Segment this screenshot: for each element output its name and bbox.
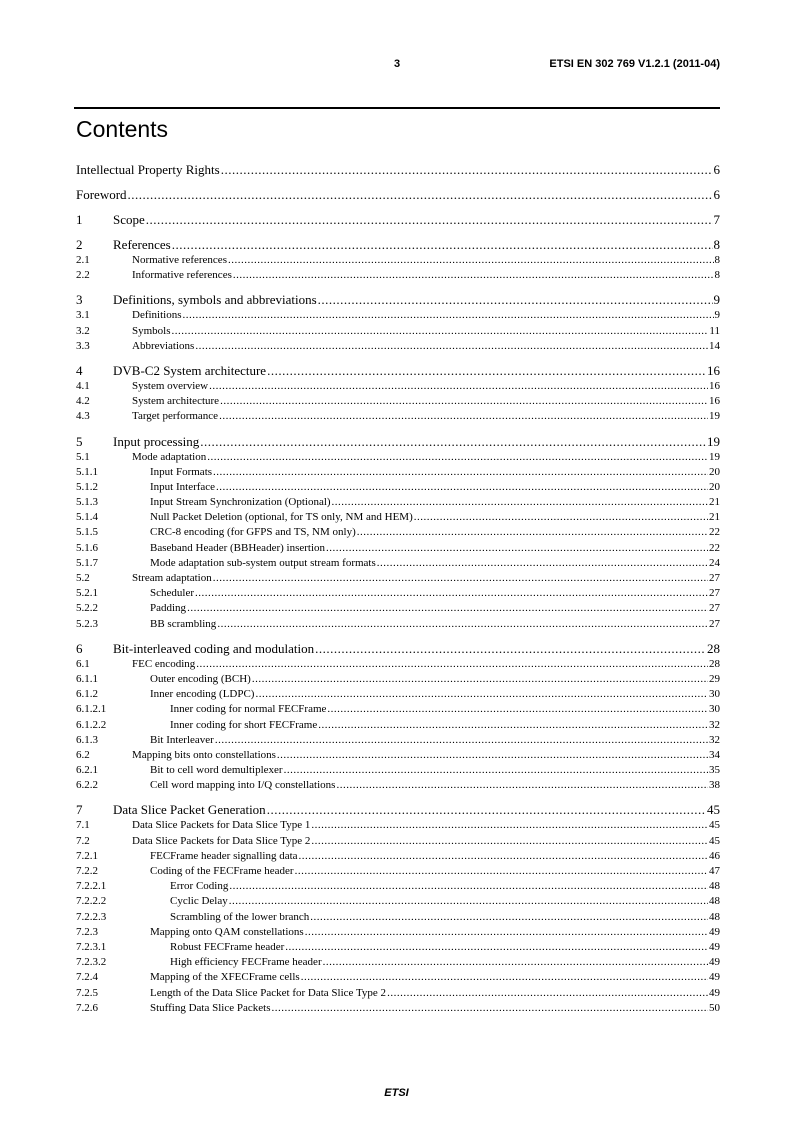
toc-entry-number: 4.1 xyxy=(76,379,90,392)
toc-entry[interactable] xyxy=(76,409,720,424)
toc-entry-number: 5 xyxy=(76,433,83,449)
toc-entry-number: 4 xyxy=(76,362,83,378)
toc-entry[interactable] xyxy=(76,733,720,748)
toc-entry[interactable] xyxy=(76,955,720,970)
toc-entry-label: Target performance xyxy=(132,410,219,423)
toc-entry-label: Input Formats xyxy=(150,465,213,478)
toc-entry-page: 45 xyxy=(707,802,720,818)
toc-entry-number: 6.1.2.1 xyxy=(76,703,107,716)
toc-entry-page: 45 xyxy=(709,819,720,832)
toc-entry-number: 7.2.2 xyxy=(76,865,98,877)
toc-entry-page: 19 xyxy=(709,410,720,423)
toc-entry-label: BB scrambling xyxy=(150,617,217,630)
toc-entry-page: 32 xyxy=(709,733,720,746)
toc-dot-leader xyxy=(209,379,708,394)
toc-dot-leader xyxy=(196,657,708,672)
toc-dot-leader xyxy=(332,495,708,510)
toc-entry-number: 6.1 xyxy=(76,657,90,670)
toc-entry-page: 27 xyxy=(709,617,720,630)
toc-entry[interactable] xyxy=(76,702,720,717)
toc-entry-number: 2.2 xyxy=(76,269,90,282)
toc-dot-leader xyxy=(172,237,713,253)
toc-entry-page: 48 xyxy=(709,895,720,908)
toc-entry-number: 5.1.3 xyxy=(76,496,98,509)
toc-entry[interactable] xyxy=(76,802,720,818)
toc-entry-number: 6 xyxy=(76,640,83,656)
toc-entry-page: 22 xyxy=(709,541,720,554)
page-footer: ETSI xyxy=(384,1087,409,1099)
toc-entry-label: Data Slice Packets for Data Slice Type 1 xyxy=(132,819,311,832)
toc-entry-page: 9 xyxy=(713,292,720,308)
toc-entry-label: Mapping bits onto constellations xyxy=(132,748,276,761)
toc-entry[interactable] xyxy=(76,586,720,601)
toc-dot-leader xyxy=(301,970,708,985)
toc-entry-label: Foreword xyxy=(76,187,127,202)
toc-entry[interactable] xyxy=(76,763,720,778)
toc-entry[interactable] xyxy=(76,940,720,955)
toc-entry-label: Inner coding for normal FECFrame xyxy=(170,703,327,716)
toc-entry-page: 34 xyxy=(709,748,720,761)
toc-dot-leader xyxy=(229,879,708,894)
toc-entry[interactable] xyxy=(76,187,720,203)
toc-entry-number: 7.2.4 xyxy=(76,971,98,984)
toc-entry-page: 28 xyxy=(709,657,720,670)
toc-entry[interactable] xyxy=(76,864,720,879)
toc-entry-label: Scheduler xyxy=(150,587,194,600)
toc-entry-number: 6.1.1 xyxy=(76,672,98,685)
toc-entry-page: 16 xyxy=(709,395,720,408)
toc-entry-label: CRC-8 encoding (for GFPS and TS, NM only) xyxy=(150,526,356,539)
toc-dot-leader xyxy=(315,641,706,657)
toc-entry-number: 3.1 xyxy=(76,309,90,322)
toc-entry-number: 5.1.5 xyxy=(76,526,98,539)
toc-entry-label: Inner encoding (LDPC) xyxy=(150,688,255,701)
toc-entry-page: 8 xyxy=(714,269,720,282)
toc-dot-leader xyxy=(414,510,708,525)
toc-entry-number: 7.2.5 xyxy=(76,986,98,999)
toc-entry-page: 6 xyxy=(713,187,720,202)
toc-entry-number: 4.3 xyxy=(76,410,90,423)
toc-entry-label: Stream adaptation xyxy=(132,572,212,584)
toc-gap xyxy=(76,632,720,641)
toc-dot-leader xyxy=(277,748,708,763)
toc-dot-leader xyxy=(221,162,713,178)
toc-entry-label: Definitions xyxy=(132,309,182,322)
toc-entry-label: Padding xyxy=(150,602,187,615)
header-rule xyxy=(74,107,720,109)
toc-entry[interactable] xyxy=(76,212,720,228)
toc-entry-number: 7.2.1 xyxy=(76,849,98,862)
toc-entry-number: 7 xyxy=(76,802,83,818)
toc-dot-leader xyxy=(252,672,708,687)
toc-entry-page: 9 xyxy=(714,309,720,322)
toc-dot-leader xyxy=(271,1001,708,1016)
toc-entry-label: Cyclic Delay xyxy=(170,895,228,908)
toc-entry-label: Data Slice Packet Generation xyxy=(113,802,266,818)
toc-entry-page: 49 xyxy=(709,925,720,938)
toc-dot-leader xyxy=(195,339,708,354)
toc-entry-number: 3 xyxy=(76,292,83,308)
toc-entry-number: 5.2 xyxy=(76,572,90,584)
toc-entry-number: 5.1.6 xyxy=(76,541,98,554)
toc-entry-label: Robust FECFrame header xyxy=(170,940,285,953)
toc-entry[interactable] xyxy=(76,434,720,450)
toc-entry-page: 45 xyxy=(709,834,720,847)
toc-entry-number: 3.2 xyxy=(76,324,90,337)
toc-entry-number: 5.1 xyxy=(76,450,90,463)
toc-entry-label: System overview xyxy=(132,379,209,392)
toc-dot-leader xyxy=(336,778,708,793)
toc-entry-label: Error Coding xyxy=(170,880,229,893)
toc-entry[interactable] xyxy=(76,510,720,525)
toc-dot-leader xyxy=(233,268,714,283)
toc-entry-number: 5.1.1 xyxy=(76,465,98,478)
toc-dot-leader xyxy=(377,556,708,571)
toc-dot-leader xyxy=(229,894,708,909)
toc-dot-leader xyxy=(216,480,708,495)
toc-dot-leader xyxy=(220,394,708,409)
toc-dot-leader xyxy=(228,253,714,268)
toc-entry[interactable] xyxy=(76,525,720,540)
toc-entry[interactable] xyxy=(76,818,720,833)
toc-dot-leader xyxy=(285,940,708,955)
toc-entry[interactable] xyxy=(76,601,720,616)
toc-dot-leader xyxy=(219,409,708,424)
toc-entry-page: 35 xyxy=(709,764,720,777)
toc-entry-label: Mapping of the XFECFrame cells xyxy=(150,971,300,984)
toc-dot-leader xyxy=(213,571,708,586)
toc-entry-label: Inner coding for short FECFrame xyxy=(170,718,318,731)
toc-entry-number: 5.1.2 xyxy=(76,480,98,493)
toc-entry-number: 6.1.3 xyxy=(76,733,98,746)
toc-entry[interactable] xyxy=(76,379,720,394)
toc-entry-number: 6.2 xyxy=(76,748,90,761)
toc-entry[interactable] xyxy=(76,571,720,586)
toc-dot-leader xyxy=(323,955,708,970)
toc-entry-page: 7 xyxy=(713,212,720,227)
toc-entry[interactable] xyxy=(76,657,720,672)
toc-entry-number: 7.2.6 xyxy=(76,1001,98,1014)
toc-entry-label: DVB-C2 System architecture xyxy=(113,362,267,378)
toc-entry-number: 2.1 xyxy=(76,254,90,266)
toc-dot-leader xyxy=(183,308,714,323)
toc-entry-page: 14 xyxy=(709,339,720,352)
toc-entry-page: 6 xyxy=(713,162,720,177)
toc-entry-page: 19 xyxy=(707,433,720,449)
toc-entry-page: 30 xyxy=(709,703,720,716)
toc-entry-label: Intellectual Property Rights xyxy=(76,162,220,177)
table-of-contents xyxy=(76,162,720,1016)
toc-entry[interactable] xyxy=(76,834,720,849)
toc-dot-leader xyxy=(326,541,708,556)
toc-entry-page: 38 xyxy=(709,779,720,792)
toc-entry[interactable] xyxy=(76,292,720,308)
toc-entry-label: Scope xyxy=(113,212,145,227)
toc-dot-leader xyxy=(357,525,708,540)
toc-dot-leader xyxy=(128,187,713,203)
toc-entry-page: 29 xyxy=(709,672,720,685)
toc-entry-label: Mode adaptation xyxy=(132,450,207,463)
toc-entry[interactable] xyxy=(76,324,720,339)
toc-entry-label: Mapping onto QAM constellations xyxy=(150,925,304,938)
toc-dot-leader xyxy=(267,363,706,379)
toc-entry-label: Data Slice Packets for Data Slice Type 2 xyxy=(132,834,311,847)
toc-entry-page: 11 xyxy=(709,324,720,337)
toc-entry-page: 27 xyxy=(709,572,720,584)
toc-entry[interactable] xyxy=(76,778,720,793)
toc-entry-number: 7.1 xyxy=(76,819,90,832)
toc-entry[interactable] xyxy=(76,339,720,354)
toc-entry-label: Abbreviations xyxy=(132,339,195,352)
toc-dot-leader xyxy=(200,434,706,450)
toc-gap xyxy=(76,793,720,802)
toc-entry-page: 32 xyxy=(709,718,720,731)
toc-entry-number: 5.1.7 xyxy=(76,556,98,569)
toc-entry-number: 6.1.2 xyxy=(76,688,98,701)
document-id: ETSI EN 302 769 V1.2.1 (2011-04) xyxy=(549,58,720,70)
toc-entry-number: 7.2.3.2 xyxy=(76,956,107,969)
toc-entry-label: Bit Interleaver xyxy=(150,733,214,746)
toc-entry-label: Definitions, symbols and abbreviations xyxy=(113,292,317,308)
toc-entry-page: 20 xyxy=(709,465,720,478)
toc-entry-label: Length of the Data Slice Packet for Data Slice Type 2 xyxy=(150,986,387,999)
toc-entry-number: 4.2 xyxy=(76,395,90,408)
toc-entry[interactable] xyxy=(76,672,720,687)
toc-entry-page: 28 xyxy=(707,640,720,656)
toc-dot-leader xyxy=(327,702,708,717)
toc-gap xyxy=(76,354,720,363)
toc-entry[interactable] xyxy=(76,718,720,733)
toc-entry-label: Baseband Header (BBHeader) insertion xyxy=(150,541,326,554)
toc-entry-number: 7.2.3.1 xyxy=(76,940,107,953)
page-number: 3 xyxy=(394,58,401,70)
toc-dot-leader xyxy=(295,864,708,879)
toc-entry-label: FECFrame header signalling data xyxy=(150,849,298,862)
toc-gap xyxy=(76,228,720,237)
toc-entry-label: Input processing xyxy=(113,433,200,449)
toc-entry-number: 5.1.4 xyxy=(76,511,98,524)
toc-entry-page: 49 xyxy=(709,986,720,999)
toc-entry-number: 7.2.3 xyxy=(76,925,98,938)
toc-entry-page: 27 xyxy=(709,587,720,600)
toc-entry-page: 27 xyxy=(709,602,720,615)
toc-gap xyxy=(76,425,720,434)
toc-entry-label: Input Interface xyxy=(150,480,216,493)
toc-dot-leader xyxy=(305,925,708,940)
toc-entry-number: 7.2.2.1 xyxy=(76,880,107,893)
toc-dot-leader xyxy=(299,849,708,864)
toc-entry-page: 30 xyxy=(709,688,720,701)
toc-entry-number: 6.1.2.2 xyxy=(76,718,107,731)
toc-entry[interactable] xyxy=(76,641,720,657)
toc-entry[interactable] xyxy=(76,253,720,268)
toc-entry[interactable] xyxy=(76,617,720,632)
toc-entry-label: Null Packet Deletion (optional, for TS only, NM and HEM) xyxy=(150,511,413,524)
toc-dot-leader xyxy=(318,292,713,308)
toc-dot-leader xyxy=(146,212,713,228)
toc-entry-page: 21 xyxy=(709,496,720,509)
toc-gap xyxy=(76,178,720,187)
toc-dot-leader xyxy=(311,818,708,833)
toc-entry-label: Symbols xyxy=(132,324,171,337)
toc-entry-number: 5.2.1 xyxy=(76,587,98,600)
toc-entry-page: 16 xyxy=(707,362,720,378)
toc-entry[interactable] xyxy=(76,1001,720,1016)
toc-entry-number: 6.2.2 xyxy=(76,779,98,792)
toc-entry[interactable] xyxy=(76,162,720,178)
toc-entry-page: 16 xyxy=(709,379,720,392)
toc-entry[interactable] xyxy=(76,495,720,510)
toc-dot-leader xyxy=(311,834,708,849)
toc-entry-page: 22 xyxy=(709,526,720,539)
page-title: Contents xyxy=(76,116,169,142)
toc-entry[interactable] xyxy=(76,541,720,556)
toc-entry-label: References xyxy=(113,237,171,252)
toc-dot-leader xyxy=(207,450,708,465)
toc-dot-leader xyxy=(267,802,706,818)
toc-dot-leader xyxy=(310,910,708,925)
toc-entry[interactable] xyxy=(76,465,720,480)
toc-entry-page: 20 xyxy=(709,480,720,493)
toc-dot-leader xyxy=(172,324,709,339)
toc-entry-number: 7.2.2.2 xyxy=(76,895,107,908)
toc-dot-leader xyxy=(284,763,708,778)
toc-entry-number: 7.2.2.3 xyxy=(76,910,107,923)
toc-entry-page: 46 xyxy=(709,849,720,862)
toc-entry[interactable] xyxy=(76,894,720,909)
toc-dot-leader xyxy=(387,986,708,1001)
toc-entry[interactable] xyxy=(76,394,720,409)
toc-gap xyxy=(76,203,720,212)
toc-entry-label: Coding of the FECFrame header xyxy=(150,865,294,877)
toc-entry[interactable] xyxy=(76,308,720,323)
toc-entry[interactable] xyxy=(76,925,720,940)
toc-entry-label: Mode adaptation sub-system output stream formats xyxy=(150,556,376,569)
toc-entry-page: 24 xyxy=(709,556,720,569)
toc-entry-page: 49 xyxy=(709,956,720,969)
toc-entry[interactable] xyxy=(76,363,720,379)
toc-entry-label: Stuffing Data Slice Packets xyxy=(150,1001,271,1014)
toc-entry-page: 19 xyxy=(709,450,720,463)
toc-entry-number: 6.2.1 xyxy=(76,764,98,777)
toc-dot-leader xyxy=(318,718,708,733)
toc-entry-page: 48 xyxy=(709,910,720,923)
toc-dot-leader xyxy=(217,617,708,632)
toc-entry-page: 47 xyxy=(709,865,720,877)
toc-dot-leader xyxy=(187,601,708,616)
toc-entry-page: 49 xyxy=(709,971,720,984)
toc-entry-label: Informative references xyxy=(132,269,232,282)
toc-entry[interactable] xyxy=(76,970,720,985)
toc-entry[interactable] xyxy=(76,986,720,1001)
toc-entry[interactable] xyxy=(76,910,720,925)
toc-entry-page: 8 xyxy=(714,254,720,266)
toc-entry-label: Scrambling of the lower branch xyxy=(170,910,310,923)
toc-entry-number: 5.2.3 xyxy=(76,617,98,630)
toc-entry[interactable] xyxy=(76,849,720,864)
toc-dot-leader xyxy=(255,687,708,702)
toc-entry-label: Normative references xyxy=(132,254,227,266)
toc-entry-number: 1 xyxy=(76,212,83,227)
toc-dot-leader xyxy=(215,733,708,748)
toc-entry-label: System architecture xyxy=(132,395,220,408)
toc-entry-label: Input Stream Synchronization (Optional) xyxy=(150,496,331,509)
toc-dot-leader xyxy=(213,465,708,480)
toc-gap xyxy=(76,283,720,292)
toc-entry-page: 48 xyxy=(709,880,720,893)
toc-dot-leader xyxy=(195,586,708,601)
toc-entry[interactable] xyxy=(76,480,720,495)
toc-entry-label: High efficiency FECFrame header xyxy=(170,956,322,969)
toc-entry-label: Cell word mapping into I/Q constellations xyxy=(150,779,336,792)
toc-entry-label: FEC encoding xyxy=(132,657,196,670)
toc-entry-page: 8 xyxy=(713,237,720,252)
toc-entry-number: 7.2 xyxy=(76,834,90,847)
toc-entry-page: 50 xyxy=(709,1001,720,1014)
toc-entry-page: 21 xyxy=(709,511,720,524)
toc-entry-page: 49 xyxy=(709,940,720,953)
toc-entry[interactable] xyxy=(76,748,720,763)
toc-entry-label: Bit-interleaved coding and modulation xyxy=(113,640,315,656)
toc-entry[interactable] xyxy=(76,450,720,465)
toc-entry-number: 2 xyxy=(76,237,83,252)
toc-entry-number: 3.3 xyxy=(76,339,90,352)
toc-entry[interactable] xyxy=(76,556,720,571)
toc-entry[interactable] xyxy=(76,687,720,702)
toc-entry-label: Bit to cell word demultiplexer xyxy=(150,764,283,777)
toc-entry[interactable] xyxy=(76,237,720,253)
toc-entry[interactable] xyxy=(76,879,720,894)
toc-entry-label: Outer encoding (BCH) xyxy=(150,672,251,685)
toc-entry-number: 5.2.2 xyxy=(76,602,98,615)
toc-entry[interactable] xyxy=(76,268,720,283)
